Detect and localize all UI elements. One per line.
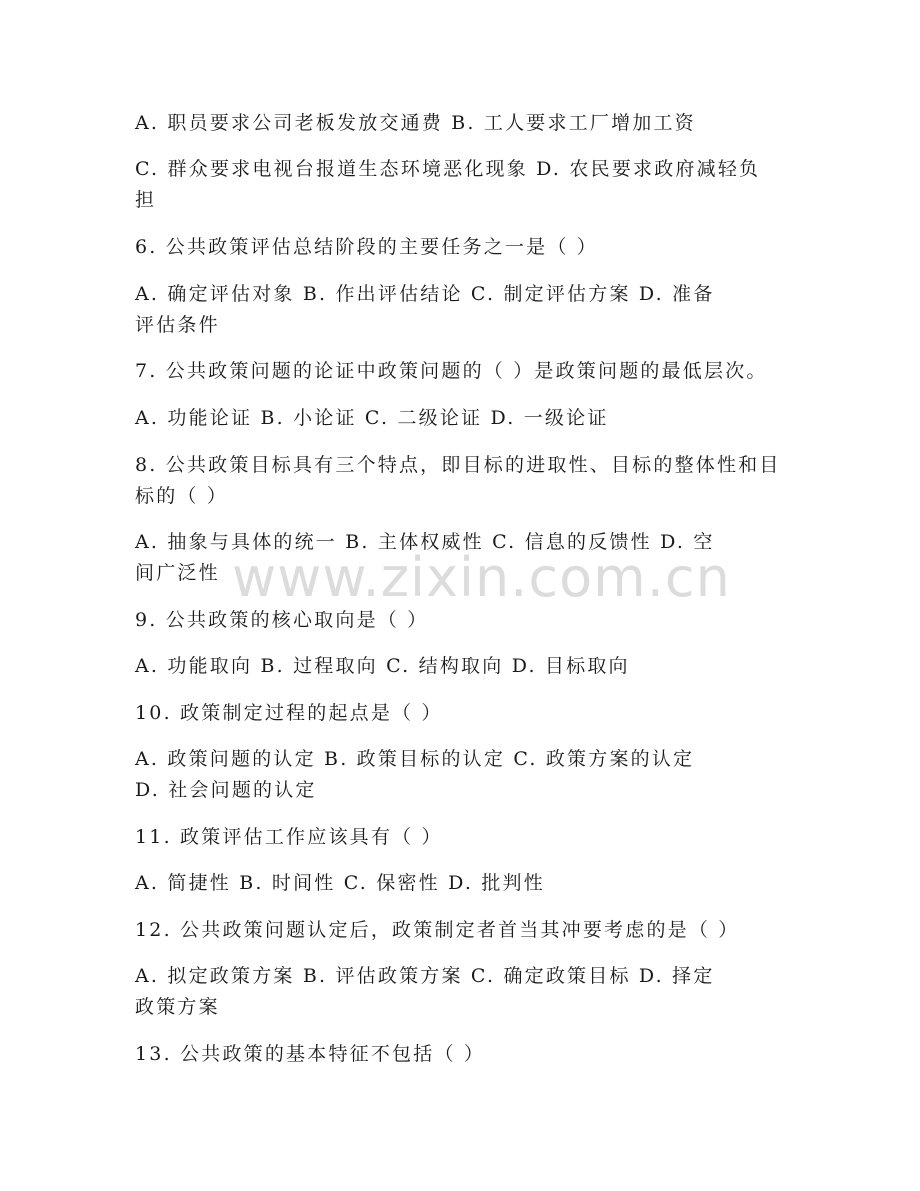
option-line: A. 职员要求公司老板发放交通费 B. 工人要求工厂增加工资 [135,112,696,134]
option-line: A. 拟定政策方案 B. 评估政策方案 C. 确定政策目标 D. 择定 [135,965,715,987]
question-9: 9. 公共政策的核心取向是（ ） [135,609,429,631]
option-line: A. 抽象与具体的统一 B. 主体权威性 C. 信息的反馈性 D. 空 [135,531,715,553]
option-line: A. 简捷性 B. 时间性 C. 保密性 D. 批判性 [135,872,545,894]
question-12: 12. 公共政策问题认定后，政策制定者首当其冲要考虑的是（ ） [135,919,740,941]
question-6: 6. 公共政策评估总结阶段的主要任务之一是（ ） [135,236,599,258]
watermark: www.zixin.com.cn [232,546,731,609]
option-line: A. 确定评估对象 B. 作出评估结论 C. 制定评估方案 D. 准备 [135,283,715,305]
option-line-continued: 评估条件 [135,314,220,336]
question-8: 8. 公共政策目标具有三个特点，即目标的进取性、目标的整体性和目 [135,454,781,476]
option-line: A. 政策问题的认定 B. 政策目标的认定 C. 政策方案的认定 [135,748,695,770]
option-line: A. 功能取向 B. 过程取向 C. 结构取向 D. 目标取向 [135,655,630,677]
question-7: 7. 公共政策问题的论证中政策问题的（ ）是政策问题的最低层次。 [135,360,768,382]
option-line: A. 功能论证 B. 小论证 C. 二级论证 D. 一级论证 [135,407,609,429]
question-13: 13. 公共政策的基本特征不包括（ ） [135,1043,486,1065]
option-line-continued: D. 社会问题的认定 [135,779,317,801]
option-line: C. 群众要求电视台报道生态环境恶化现象 D. 农民要求政府减轻负 [135,158,761,180]
question-11: 11. 政策评估工作应该具有（ ） [135,826,443,848]
option-line-continued: 担 [135,189,157,211]
option-line-continued: 间广泛性 [135,562,220,584]
question-10: 10. 政策制定过程的起点是（ ） [135,702,443,724]
option-line-continued: 政策方案 [135,996,220,1018]
question-8-continued: 标的（ ） [135,485,229,507]
